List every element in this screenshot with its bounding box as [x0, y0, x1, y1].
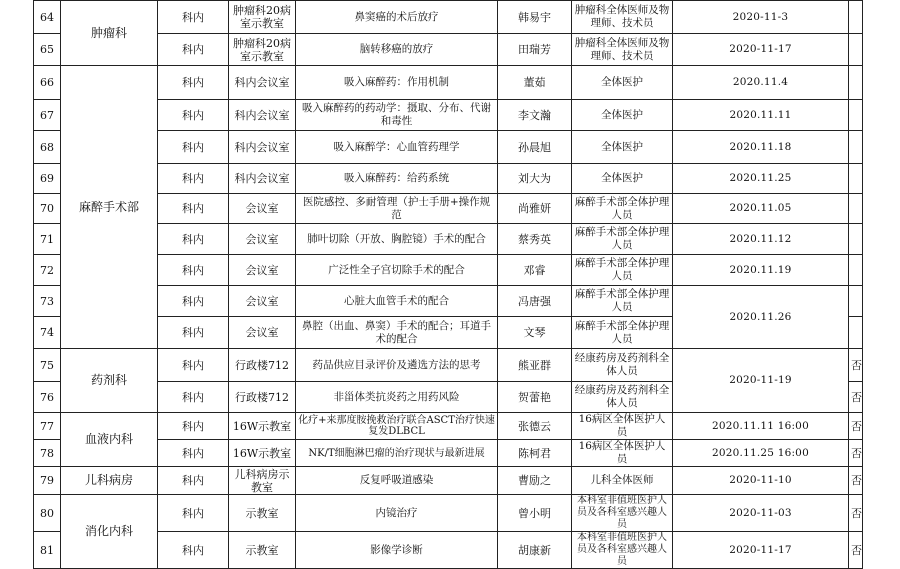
location-cell: 16W示教室 [229, 413, 296, 440]
table-row [34, 66, 863, 100]
department-cell: 药剂科 [61, 349, 158, 413]
date-cell: 2020.11.4 [673, 66, 849, 100]
type-cell: 科内 [158, 66, 229, 100]
table-row [34, 467, 863, 495]
table-row [34, 440, 863, 467]
audience-cell: 经康药房及药剂科全体人员 [572, 382, 673, 413]
flag-cell [849, 194, 863, 224]
flag-cell [849, 224, 863, 255]
topic-cell: NK/T细胞淋巴瘤的治疗现状与最新进展 [296, 440, 498, 467]
location-cell: 示教室 [229, 495, 296, 532]
audience-cell: 全体医护 [572, 66, 673, 100]
type-cell: 科内 [158, 255, 229, 286]
date-cell: 2020-11-19 [673, 349, 849, 413]
date-cell: 2020.11.11 16:00 [673, 413, 849, 440]
row-number: 64 [34, 1, 61, 34]
speaker-cell: 蔡秀英 [498, 224, 572, 255]
topic-cell: 非甾体类抗炎药之用药风险 [296, 382, 498, 413]
topic-cell: 脑转移癌的放疗 [296, 34, 498, 66]
type-cell: 科内 [158, 224, 229, 255]
department-cell: 血液内科 [61, 413, 158, 467]
type-cell: 科内 [158, 413, 229, 440]
type-cell: 科内 [158, 131, 229, 164]
speaker-cell: 董茹 [498, 66, 572, 100]
department-cell: 消化内科 [61, 495, 158, 569]
date-cell: 2020.11.19 [673, 255, 849, 286]
topic-cell: 吸入麻醉药的药动学：摄取、分布、代谢和毒性 [296, 100, 498, 131]
date-cell: 2020-11-03 [673, 495, 849, 532]
date-cell: 2020.11.25 [673, 164, 849, 194]
speaker-cell: 邓睿 [498, 255, 572, 286]
topic-cell: 药品供应目录评价及遴选方法的思考 [296, 349, 498, 382]
date-cell: 2020.11.26 [673, 286, 849, 349]
row-number: 66 [34, 66, 61, 100]
location-cell: 行政楼712 [229, 349, 296, 382]
row-number: 73 [34, 286, 61, 317]
audience-cell: 16病区全体医护人员 [572, 413, 673, 440]
audience-cell: 肿瘤科全体医师及物理师、技术员 [572, 34, 673, 66]
date-cell: 2020.11.11 [673, 100, 849, 131]
row-number: 80 [34, 495, 61, 532]
speaker-cell: 文琴 [498, 317, 572, 349]
department-cell: 肿瘤科 [61, 1, 158, 66]
table-row [34, 194, 863, 224]
flag-cell [849, 317, 863, 349]
type-cell: 科内 [158, 194, 229, 224]
row-number: 71 [34, 224, 61, 255]
topic-cell: 心脏大血管手术的配合 [296, 286, 498, 317]
flag-cell [849, 164, 863, 194]
flag-cell: 否 [849, 467, 863, 495]
audience-cell: 麻醉手术部全体护理人员 [572, 255, 673, 286]
location-cell: 肿瘤科20病室示教室 [229, 1, 296, 34]
audience-cell: 全体医护 [572, 164, 673, 194]
row-number: 68 [34, 131, 61, 164]
row-number: 69 [34, 164, 61, 194]
speaker-cell: 熊亚群 [498, 349, 572, 382]
type-cell: 科内 [158, 317, 229, 349]
speaker-cell: 张德云 [498, 413, 572, 440]
type-cell: 科内 [158, 382, 229, 413]
flag-cell [849, 255, 863, 286]
speaker-cell: 刘大为 [498, 164, 572, 194]
location-cell: 会议室 [229, 286, 296, 317]
topic-cell: 影像学诊断 [296, 532, 498, 569]
flag-cell: 否 [849, 532, 863, 569]
location-cell: 肿瘤科20病室示教室 [229, 34, 296, 66]
type-cell: 科内 [158, 34, 229, 66]
flag-cell: 否 [849, 495, 863, 532]
audience-cell: 儿科全体医师 [572, 467, 673, 495]
flag-cell: 否 [849, 413, 863, 440]
row-number: 77 [34, 413, 61, 440]
flag-cell [849, 66, 863, 100]
row-number: 67 [34, 100, 61, 131]
audience-cell: 全体医护 [572, 100, 673, 131]
row-number: 78 [34, 440, 61, 467]
flag-cell: 否 [849, 349, 863, 382]
topic-cell: 吸入麻醉药：作用机制 [296, 66, 498, 100]
topic-cell: 反复呼吸道感染 [296, 467, 498, 495]
flag-cell [849, 286, 863, 317]
audience-cell: 麻醉手术部全体护理人员 [572, 194, 673, 224]
row-number: 74 [34, 317, 61, 349]
audience-cell: 本科室非值班医护人员及各科室感兴趣人员 [572, 532, 673, 569]
table-row [34, 1, 863, 34]
audience-cell: 麻醉手术部全体护理人员 [572, 286, 673, 317]
table-row [34, 100, 863, 131]
audience-cell: 麻醉手术部全体护理人员 [572, 224, 673, 255]
table-row [34, 413, 863, 440]
date-cell: 2020-11-17 [673, 532, 849, 569]
type-cell: 科内 [158, 467, 229, 495]
flag-cell: 否 [849, 382, 863, 413]
topic-cell: 化疗+来那度胺挽救治疗联合ASCT治疗快速复发DLBCL [296, 413, 498, 440]
audience-cell: 肿瘤科全体医师及物理师、技术员 [572, 1, 673, 34]
table-row [34, 224, 863, 255]
speaker-cell: 韩易宇 [498, 1, 572, 34]
row-number: 79 [34, 467, 61, 495]
schedule-table [33, 0, 863, 569]
date-cell: 2020.11.05 [673, 194, 849, 224]
speaker-cell: 李文瀚 [498, 100, 572, 131]
type-cell: 科内 [158, 100, 229, 131]
audience-cell: 16病区全体医护人员 [572, 440, 673, 467]
location-cell: 会议室 [229, 194, 296, 224]
location-cell: 会议室 [229, 224, 296, 255]
speaker-cell: 曹励之 [498, 467, 572, 495]
location-cell: 会议室 [229, 317, 296, 349]
topic-cell: 医院感控、多耐管理（护士手册+操作规范 [296, 194, 498, 224]
type-cell: 科内 [158, 495, 229, 532]
speaker-cell: 冯唐强 [498, 286, 572, 317]
flag-cell [849, 1, 863, 34]
location-cell: 科内会议室 [229, 66, 296, 100]
date-cell: 2020-11-10 [673, 467, 849, 495]
row-number: 76 [34, 382, 61, 413]
date-cell: 2020.11.12 [673, 224, 849, 255]
topic-cell: 肺叶切除（开放、胸腔镜）手术的配合 [296, 224, 498, 255]
flag-cell: 否 [849, 440, 863, 467]
table-row [34, 349, 863, 382]
type-cell: 科内 [158, 1, 229, 34]
location-cell: 会议室 [229, 255, 296, 286]
table-row [34, 164, 863, 194]
type-cell: 科内 [158, 349, 229, 382]
speaker-cell: 田瑞芳 [498, 34, 572, 66]
location-cell: 科内会议室 [229, 100, 296, 131]
speaker-cell: 尚雅妍 [498, 194, 572, 224]
topic-cell: 内镜治疗 [296, 495, 498, 532]
location-cell: 行政楼712 [229, 382, 296, 413]
row-number: 70 [34, 194, 61, 224]
audience-cell: 麻醉手术部全体护理人员 [572, 317, 673, 349]
topic-cell: 鼻腔（出血、鼻窦）手术的配合；耳道手术的配合 [296, 317, 498, 349]
flag-cell [849, 34, 863, 66]
topic-cell: 广泛性全子宫切除手术的配合 [296, 255, 498, 286]
table-row [34, 495, 863, 532]
speaker-cell: 贺蕾艳 [498, 382, 572, 413]
table-row [34, 532, 863, 569]
location-cell: 科内会议室 [229, 131, 296, 164]
type-cell: 科内 [158, 532, 229, 569]
row-number: 81 [34, 532, 61, 569]
row-number: 75 [34, 349, 61, 382]
department-cell: 儿科病房 [61, 467, 158, 495]
date-cell: 2020.11.25 16:00 [673, 440, 849, 467]
type-cell: 科内 [158, 164, 229, 194]
row-number: 65 [34, 34, 61, 66]
date-cell: 2020-11-3 [673, 1, 849, 34]
speaker-cell: 曾小明 [498, 495, 572, 532]
department-cell: 麻醉手术部 [61, 66, 158, 349]
type-cell: 科内 [158, 286, 229, 317]
date-cell: 2020.11.18 [673, 131, 849, 164]
audience-cell: 本科室非值班医护人员及各科室感兴趣人员 [572, 495, 673, 532]
type-cell: 科内 [158, 440, 229, 467]
location-cell: 科内会议室 [229, 164, 296, 194]
row-number: 72 [34, 255, 61, 286]
location-cell: 示教室 [229, 532, 296, 569]
flag-cell [849, 100, 863, 131]
topic-cell: 鼻窦癌的术后放疗 [296, 1, 498, 34]
audience-cell: 经康药房及药剂科全体人员 [572, 349, 673, 382]
location-cell: 儿科病房示教室 [229, 467, 296, 495]
speaker-cell: 胡康新 [498, 532, 572, 569]
table-row [34, 286, 863, 317]
audience-cell: 全体医护 [572, 131, 673, 164]
flag-cell [849, 131, 863, 164]
topic-cell: 吸入麻醉学：心血管药理学 [296, 131, 498, 164]
table-row [34, 255, 863, 286]
date-cell: 2020-11-17 [673, 34, 849, 66]
speaker-cell: 孙晨旭 [498, 131, 572, 164]
topic-cell: 吸入麻醉药：给药系统 [296, 164, 498, 194]
table-row [34, 131, 863, 164]
table-row [34, 34, 863, 66]
location-cell: 16W示教室 [229, 440, 296, 467]
speaker-cell: 陈柯君 [498, 440, 572, 467]
